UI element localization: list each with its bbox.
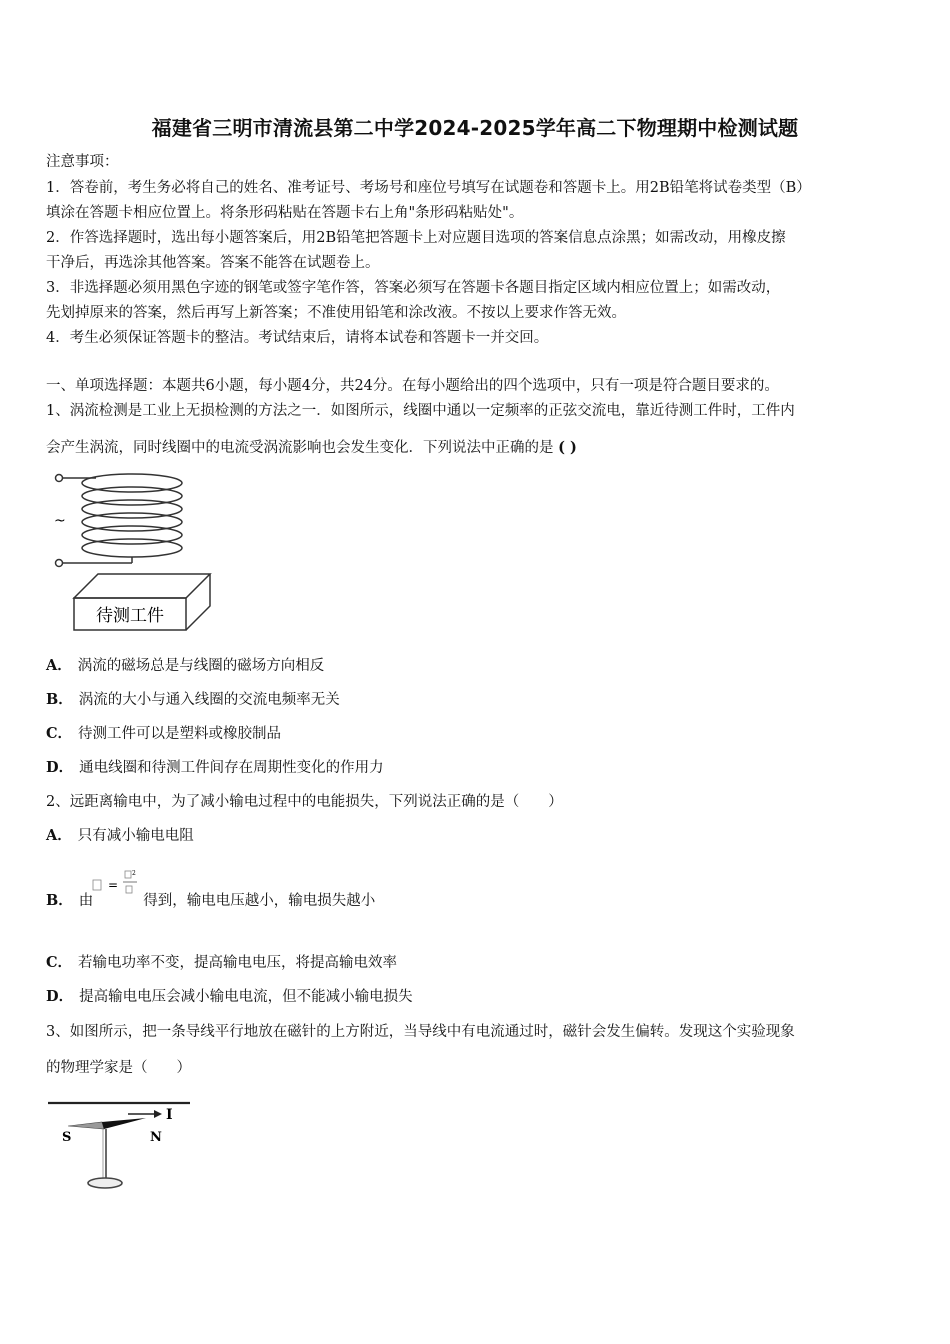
notice-line: 2．作答选择题时，选出每小题答案后，用2B铅笔把答题卡上对应题目选项的答案信息点涂黑；如需改动，用橡皮擦 <box>46 230 786 246</box>
formula-symbol-p <box>93 880 101 890</box>
terminal-top <box>56 475 63 482</box>
eddy-current-figure <box>46 468 216 636</box>
notice-line: 3．非选择题必须用黑色字迹的钢笔或签字笔作答，答案必须写在答题卡各题目指定区域内相应位置上；如需改动， <box>46 280 781 296</box>
formula-equals: = <box>108 878 119 892</box>
question-1-option-d[interactable]: D． 通电线圈和待测工件间存在周期性变化的作用力 <box>46 759 384 776</box>
notice-line: 填涂在答题卡相应位置上。将条形码粘贴在答题卡右上角"条形码粘贴处"。 <box>46 205 524 221</box>
current-arrow-head <box>154 1110 162 1118</box>
question-1-stem-text: 会产生涡流，同时线圈中的电流受涡流影响也会发生变化．下列说法中正确的是 <box>46 440 554 456</box>
current-label: I <box>166 1107 173 1123</box>
section-heading: 一、单项选择题：本题共6小题，每小题4分，共24分。在每小题给出的四个选项中，只有一项是符合题目要求的。 <box>46 378 779 394</box>
south-label: S <box>62 1130 72 1145</box>
question-2-option-b[interactable]: B． 由 得到，输电电压越小，输电损失越小 <box>46 892 376 909</box>
question-1-option-a[interactable]: A． 涡流的磁场总是与线圈的磁场方向相反 <box>46 657 325 674</box>
notice-line: 先划掉原来的答案，然后再写上新答案；不准使用铅笔和涂改液。不按以上要求作答无效。 <box>46 305 626 321</box>
notice-heading: 注意事项： <box>46 154 119 170</box>
question-3-stem: 3、如图所示，把一条导线平行地放在磁针的上方附近，当导线中有电流通过时，磁针会发生偏转。发现这个实验现象 <box>46 1024 795 1040</box>
question-1-option-b[interactable]: B． 涡流的大小与通入线圈的交流电频率无关 <box>46 691 340 708</box>
question-1-stem: 1、涡流检测是工业上无损检测的方法之一．如图所示，线圈中通以一定频率的正弦交流电，靠近待测工件时，工件内 <box>46 403 795 419</box>
formula-exponent: 2 <box>132 870 136 877</box>
ac-symbol: ~ <box>54 513 66 529</box>
question-1-stem-cont <box>46 438 577 458</box>
needle-north <box>102 1118 146 1129</box>
notice-line: 1．答卷前，考生务必将自己的姓名、准考证号、考场号和座位号填写在试题卷和答题卡上。用2B铅笔将试卷类型（B） <box>46 180 811 196</box>
terminal-bottom <box>56 560 63 567</box>
north-label: N <box>150 1130 162 1145</box>
notice-line: 干净后，再选涂其他答案。答案不能答在试题卷上。 <box>46 255 380 271</box>
formula-symbol-u <box>125 871 131 878</box>
question-2-option-a[interactable]: A． 只有减小输电电阻 <box>46 827 194 844</box>
question-1-option-c[interactable]: C． 待测工件可以是塑料或橡胶制品 <box>46 725 282 742</box>
oersted-figure <box>46 1096 192 1196</box>
coil-loop <box>82 539 182 557</box>
question-2-stem: 2、远距离输电中，为了减小输电过程中的电能损失，下列说法正确的是（ ） <box>46 794 563 810</box>
workpiece-label: 待测工件 <box>96 606 164 626</box>
question-2-option-c[interactable]: C． 若输电功率不变，提高输电电压，将提高输电效率 <box>46 954 398 971</box>
notice-line: 4．考生必须保证答题卡的整洁。考试结束后，请将本试卷和答题卡一并交回。 <box>46 330 549 346</box>
needle-south <box>68 1122 104 1129</box>
page-title: 福建省三明市清流县第二中学2024-2025学年高二下物理期中检测试题 <box>151 116 799 140</box>
question-3-stem-cont: 的物理学家是（ ） <box>46 1060 191 1076</box>
question-2-option-d[interactable]: D． 提高输电电压会减小输电电流，但不能减小输电损失 <box>46 988 413 1005</box>
stand-base <box>88 1178 122 1188</box>
answer-paren: ( ) <box>558 439 577 456</box>
